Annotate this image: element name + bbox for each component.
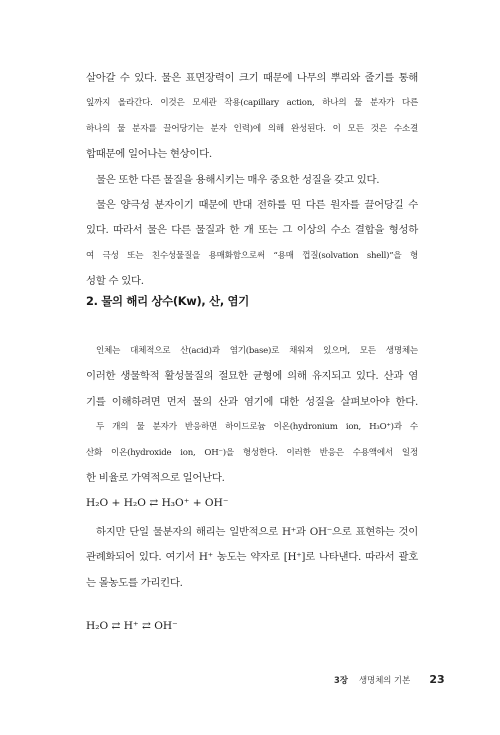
paragraph-line: 한 비율로 가역적으로 일어난다. [86,471,225,484]
paragraph-line: 살아갈 수 있다. 물은 표면장력이 크기 때문에 나무의 뿌리와 줄기를 통해 [86,72,418,84]
page-footer [334,668,445,687]
paragraph-line: 이러한 생물학적 활성물질의 절묘한 균형에 의해 유지되고 있다. 산과 염 [86,370,418,383]
paragraph-line: 는 몰농도를 가리킨다. [86,576,183,589]
section-heading: 2. 물의 해리 상수(Kw), 산, 염기 [86,294,249,308]
paragraph-line: 두 개의 물 분자가 반응하면 하이드로늄 이온(hydronium ion, H₃O⁺)과 수 [96,422,418,433]
page-number: 23 [429,673,445,686]
paragraph-line: 인체는 대체적으로 산(acid)과 염기(base)로 채워져 있으며, 모든 생명체는 [96,346,418,356]
paragraph-line: 하지만 단일 물분자의 해리는 일반적으로 H⁺과 OH⁻으로 표현하는 것이 [96,526,418,538]
paragraph-line: 기를 이해하려면 먼저 물의 산과 염기에 대한 성질을 살펴보아야 한다. [86,395,418,408]
paragraph-line: 관례화되어 있다. 여기서 H⁺ 농도는 약자로 [H⁺]로 나타낸다. 따라서 괄호 [86,551,418,564]
paragraph-line: 성할 수 있다. [86,275,144,288]
paragraph-block-2 [86,339,418,491]
paragraph-line: 산화 이온(hydroxide ion, OH⁻)을 형성한다. 이러한 반응은 수용액에서 일정 [86,447,418,458]
paragraph-line: 합때문에 일어나는 현상이다. [86,148,212,161]
footer-title: 생명체의 기본 [359,675,411,685]
paragraph-line: 물은 또한 다른 물질을 용해시키는 매우 중요한 성질을 갖고 있다. [96,173,380,186]
paragraph-line: 잎까지 올라간다. 이것은 모세관 작용(capillary action, 하나의 물 분자가 다른 [86,98,418,109]
equation-simple: H₂O ⇄ H⁺ ⇄ OH⁻ [86,620,178,632]
paragraph-line: 하나의 물 분자를 끌어당기는 분자 인력)에 의해 완성된다. 이 모든 것은 수소결 [86,123,418,134]
paragraph-block-3 [86,520,418,596]
paragraph-line: 있다. 따라서 물은 다른 물질과 한 개 또는 그 이상의 수소 결합을 형성하 [86,224,418,237]
paragraph-line: 물은 양극성 분자이기 때문에 반대 전하를 띤 다른 원자를 끌어당길 수 [96,198,418,211]
footer-chapter: 3장 [334,675,348,685]
paragraph-line: 여 극성 또는 친수성물질을 용매화함으로써 “용매 껍질(solvation shell)”을 형 [86,250,418,261]
paragraph-block-1 [86,66,418,295]
equation-dissociation: H₂O + H₂O ⇄ H₃O⁺ + OH⁻ [86,497,229,509]
